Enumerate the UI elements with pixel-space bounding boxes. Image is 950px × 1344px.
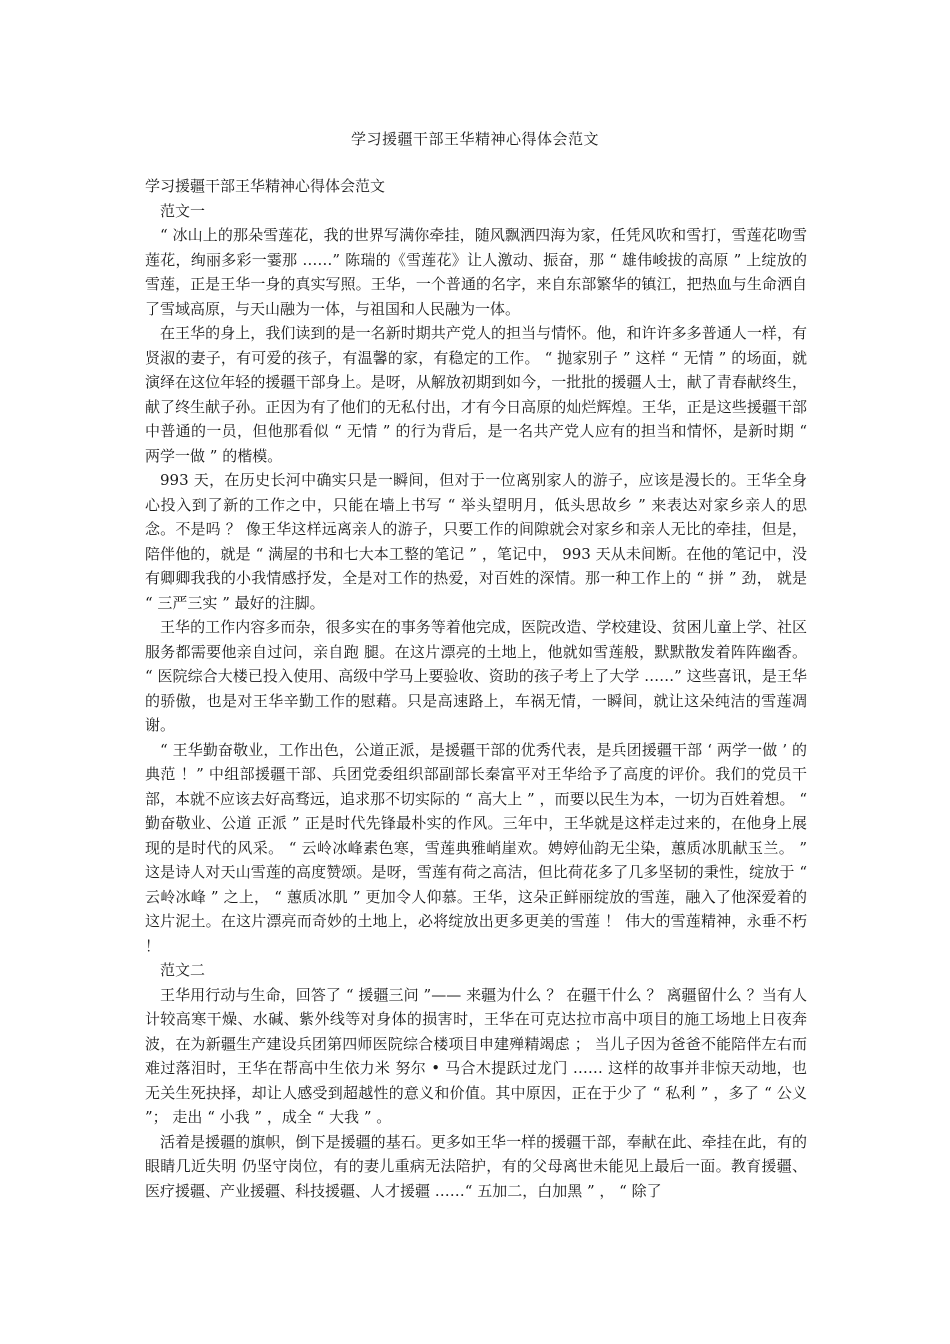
paragraph: 王华用行动与生命，回答了 “ 援疆三问 ”—— 来疆为什么 ？ 在疆干什么 ？ 离疆留什么 ？当有人计较高寒干燥、水碱、紫外线等对身体的损害时，王华在可克达拉市高中项目的施工场地上日夜奔波，在为新疆生产建设兵团第四师医院综合楼项目申建殚精竭虑 ； 当儿子因为爸爸不能陪伴左右而难过落泪时，王华在帮高中生依力米 努尔 • 马合木提跃过龙门 …… 这样的故事并非惊天动地，也无关生死抉择，却让人感受到超越性的意义和价值。其中原因，正在于少了 “ 私利 ” ，多了 “ 公义 ”； 走出 “ 小我 ” ，成全 “ 大我 ” 。: [145, 985, 807, 1126]
document-subtitle: 学习援疆干部王华精神心得体会范文: [145, 177, 386, 195]
section-two-label: 范文二: [160, 961, 206, 979]
paragraph: 活着是援疆的旗帜，倒下是援疆的基石。更多如王华一样的援疆干部，奉献在此、牵挂在此，有的眼睛几近失明 仍坚守岗位，有的妻儿重病无法陪护，有的父母离世未能见上最后一面。教育援疆、医疗援疆、产业援疆、科技援疆、人才援疆 ……“ 五加二，白加黑 ” ， “ 除了: [145, 1132, 807, 1200]
paragraph: “ 王华勤奋敬业，工作出色，公道正派，是援疆干部的优秀代表，是兵团援疆干部 ‘ 两学一做 ’ 的典范 ！” 中组部援疆干部、兵团党委组织部副部长秦富平对王华给予了高度的评价。我们的党员干部，本就不应该去好高骛远，追求那不切实际的 “ 高大上 ” ，而要以民生为本，一切为百姓着想。 “ 勤奋敬业、公道 正派 ” 正是时代先锋最朴实的作风。三年中，王华就是这样走过来的，在他身上展现的是时代的风采。 “ 云岭冰峰素色寒，雪莲典雅峭崖欢。娉婷仙韵无尘染，蕙质冰肌献玉兰。 ” 这是诗人对天山雪莲的高度赞颂。是呀，雪莲有荷之高洁，但比荷花多了几多坚韧的秉性，绽放于 “ 云岭冰峰 ” 之上， “ 蕙质冰肌 ” 更加令人仰慕。王华，这朵正鲜丽绽放的雪莲，融入了他深爱着的这片泥土。在这片漂亮而奇妙的土地上，必将绽放出更多更美的雪莲 ！ 伟大的雪莲精神，永垂不朽 ！: [145, 740, 807, 955]
document-title: 学习援疆干部王华精神心得体会范文: [350, 130, 599, 148]
document-body: [145, 174, 807, 1203]
paragraph: “ 冰山上的那朵雪莲花，我的世界写满你牵挂，随风飘洒四海为家，任凭风吹和雪打，雪莲花吻雪莲花，绚丽多彩一霎那 ……” 陈瑞的《雪莲花》让人激动、振奋，那 “ 雄伟峻拔的高原 ” 上绽放的雪莲，正是王华一身的真实写照。王华，一个普通的名字，来自东部繁华的镇江，把热血与生命洒自了雪域高原，与天山融为一体，与祖国和人民融为一体。: [145, 226, 807, 318]
paragraph: 王华的工作内容多而杂，很多实在的事务等着他完成，医院改造、学校建设、贫困儿童上学、社区服务都需要他亲自过问，亲自跑 腿。在这片漂亮的土地上，他就如雪莲般，默默散发着阵阵幽香。 “ 医院综合大楼已投入使用、高级中学马上要验收、资助的孩子考上了大学 ……” 这些喜讯，是王华的骄傲，也是对王华辛勤工作的慰藉。只是高速路上，车祸无情，一瞬间，就让这朵纯洁的雪莲凋谢。: [145, 618, 807, 734]
paragraph: 993 天，在历史长河中确实只是一瞬间，但对于一位离别家人的游子，应该是漫长的。王华全身心投入到了新的工作之中，只能在墙上书写 “ 举头望明月，低头思故乡 ” 来表达对家乡亲人的思念。不是吗 ？ 像王华这样远离亲人的游子，只要工作的间隙就会对家乡和亲人无比的牵挂，但是，陪伴他的，就是 “ 满屋的书和七大本工整的笔记 ” ，笔记中， 993 天从未间断。在他的笔记中，没有卿卿我我的小我情感抒发，全是对工作的热爱，对百姓的深情。那一种工作上的 “ 拼 ” 劲， 就是 “ 三严三实 ” 最好的注脚。: [145, 471, 807, 612]
paragraph: 在王华的身上，我们读到的是一名新时期共产党人的担当与情怀。他，和许许多多普通人一样，有贤淑的妻子，有可爱的孩子，有温馨的家，有稳定的工作。 “ 抛家别子 ” 这样 “ 无情 ” 的场面，就演绎在这位年轻的援疆干部身上。是呀，从解放初期到如今，一批批的援疆人士，献了青春献终生，献了终生献子孙。正因为有了他们的无私付出，才有今日高原的灿烂辉煌。王华，正是这些援疆干部中普通的一员，但他那看似 “ 无情 ” 的行为背后，是一名共产党人应有的担当和情怀，是新时期 “ 两学一做 ” 的楷模。: [145, 324, 807, 465]
section-one-label: 范文一: [160, 201, 206, 220]
